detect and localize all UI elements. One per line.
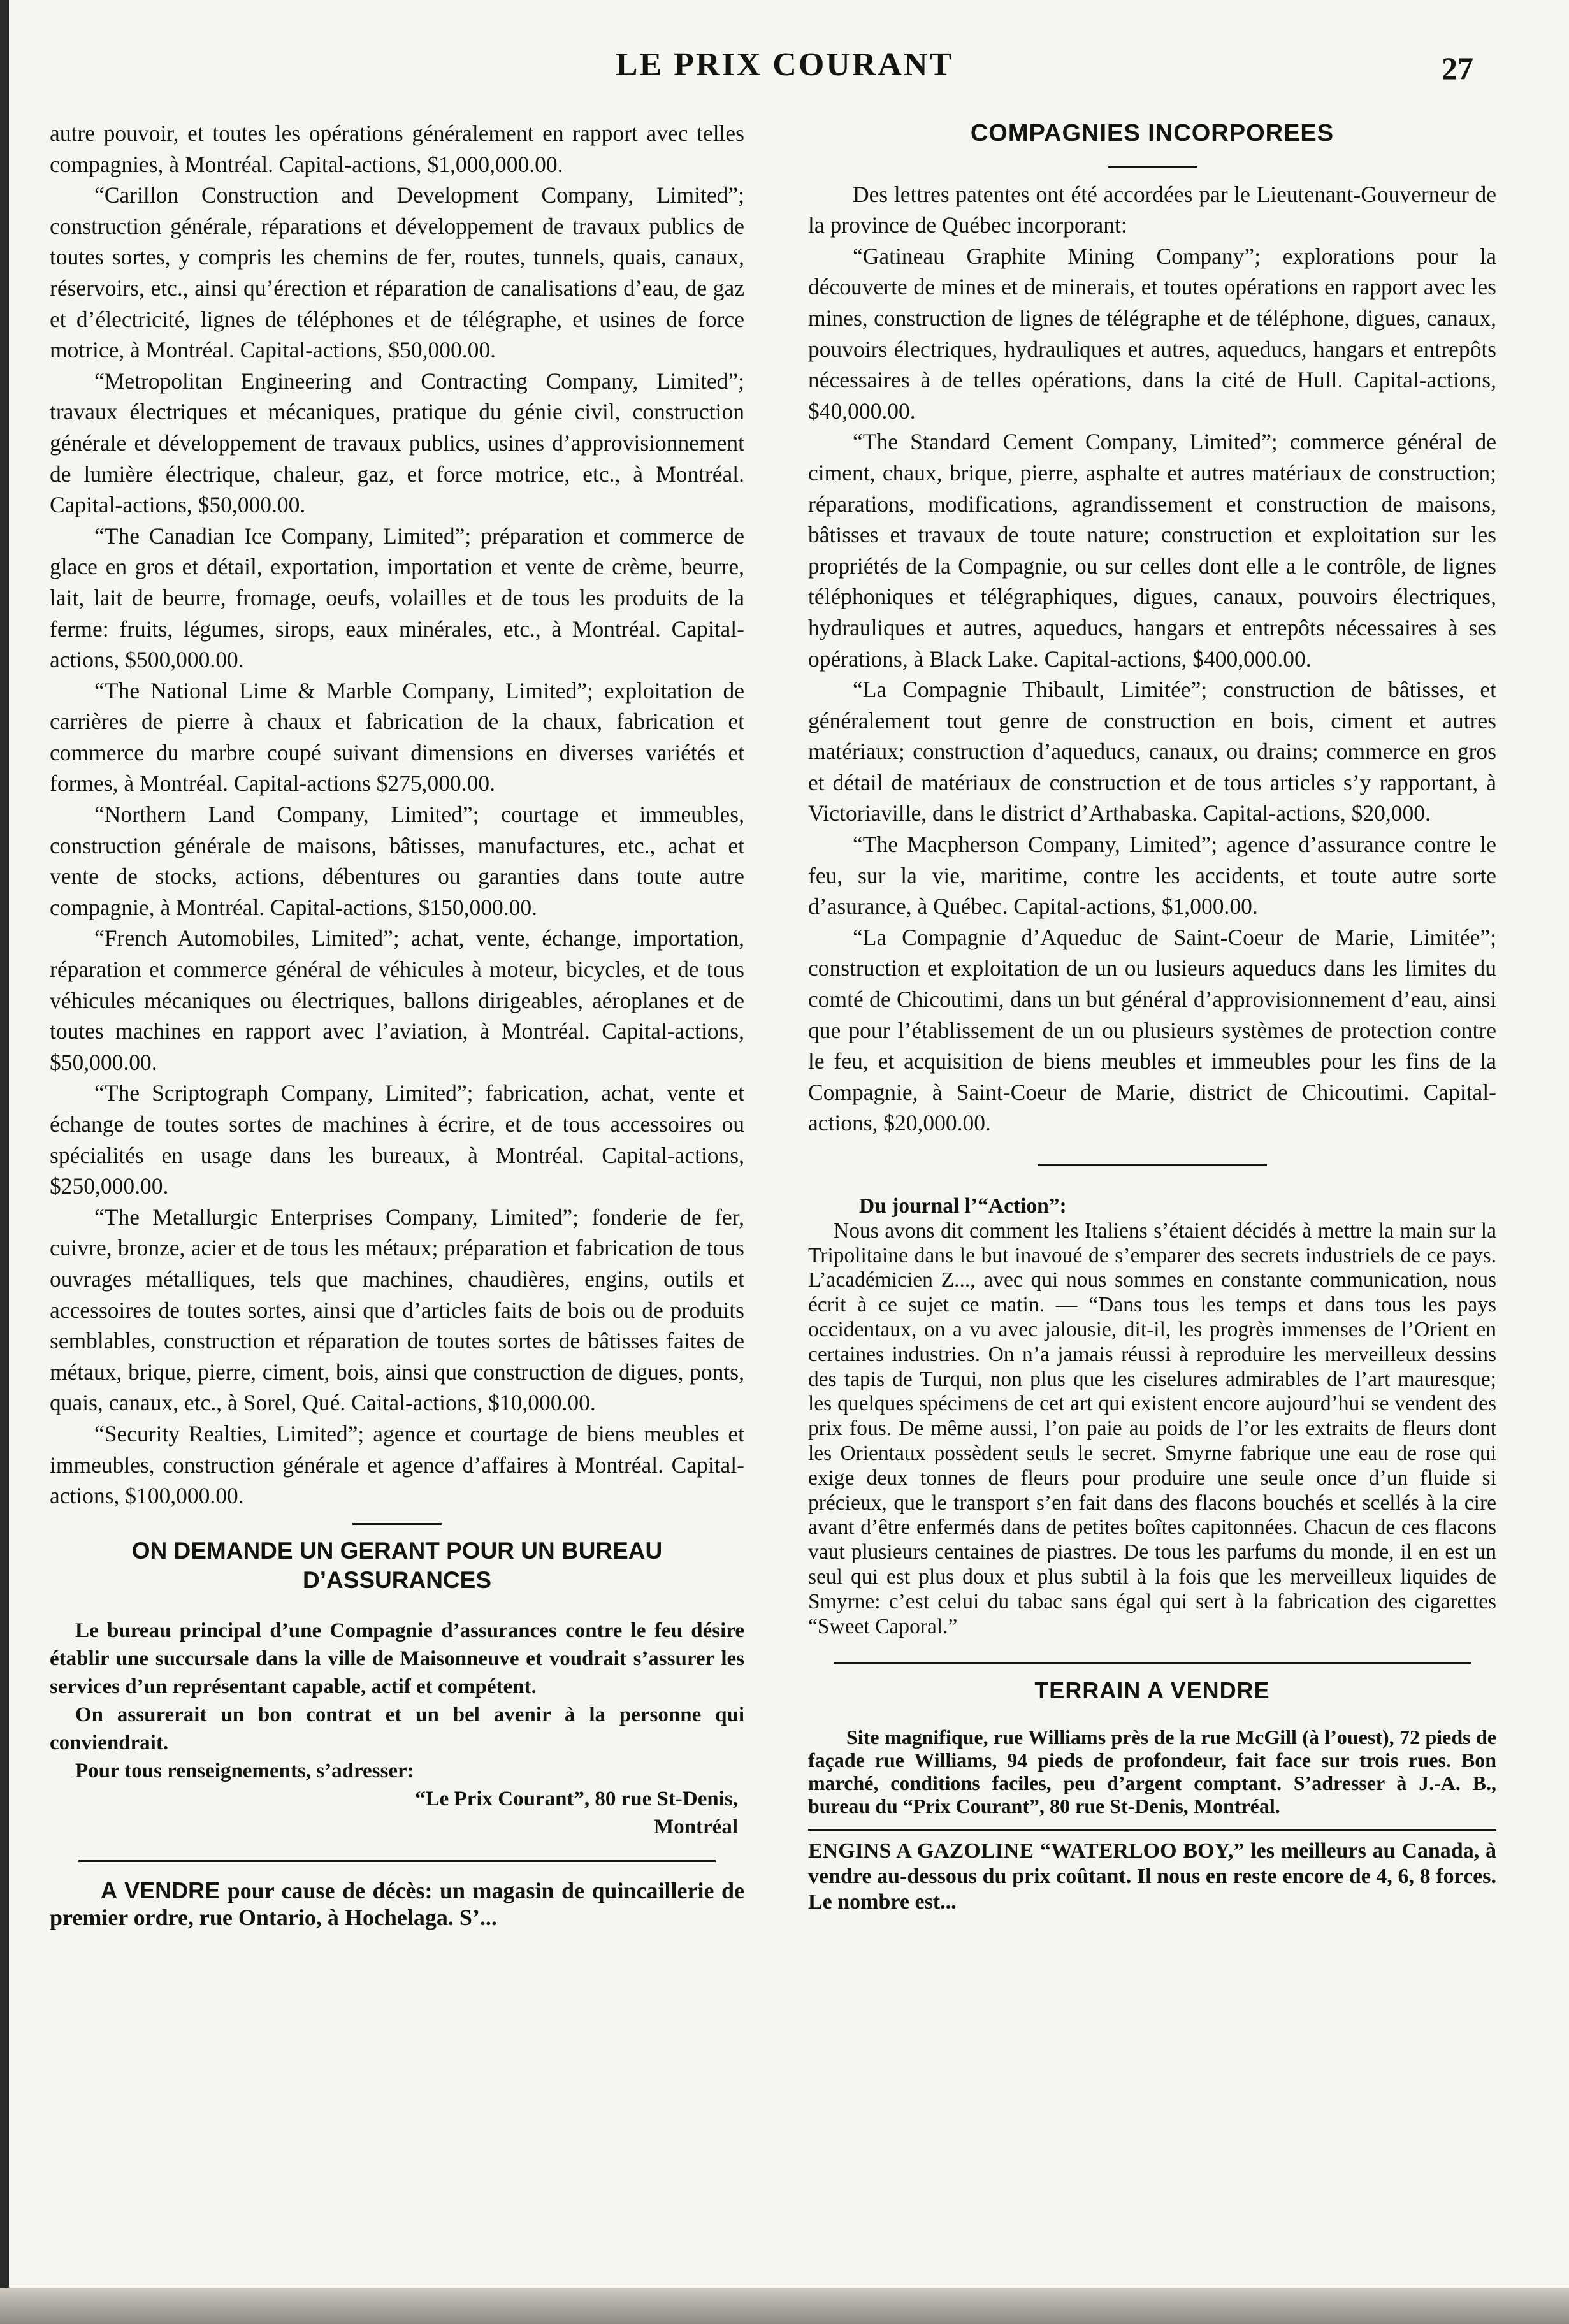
terrain-heading: TERRAIN A VENDRE [1034, 1677, 1270, 1704]
ad-paragraph: Le bureau principal d’une Compagnie d’assurances contre le feu désire établir une succursale dans la ville de Maisonneuve et voudrait s’assurer les services d’un représentant capable, actif et compétent. [50, 1619, 744, 1698]
paragraph: “La Compagnie d’Aqueduc de Saint-Coeur de Marie, Limitée”; construction et exploitation de un ou lusieurs aqueducs dans les limites du comté de Chicoutimi, dans un but général d’approvisionnement d’eau, ainsi que pour l’établissement de un ou plusieurs systèmes de protection contre le feu, et acquisition de biens meubles et immeubles pour les fins de la Compagnie, à Saint-Coeur de Marie, district de Chicoutimi. Capital-actions, $20,000.00. [808, 924, 1496, 1136]
paragraph: “French Automobiles, Limited”; achat, vente, échange, importation, réparation et commerce général de véhicules à moteur, bicycles, et de tous véhicules mécaniques ou électriques, ballons dirigeables, aéroplanes et de toutes machines en rapport avec l’aviation, à Montréal. Capital-actions, $50,000.00. [50, 925, 744, 1075]
page-number: 27 [1442, 50, 1473, 86]
journal-body: Nous avons dit comment les Italiens s’étaient décidés à mettre la main sur la Tripolitaine dans le but inavoué de s’emparer des secrets industriels de ce pays. L’académicien Z..., avec qui nous sommes en constante communication, nous écrit à ce sujet ce matin. — “Dans tous les temps et dans tous les pays occidentaux, on a vu avec jalousie, dit-il, les progrès immenses de l’Orient en certaines industries. On n’a jamais réussi à reproduire les merveilleux dessins des tapis de Turqui, non plus que les ciselures admirables de l’art mauresque; les quelques spécimens de cet art qui existent encore aujourd’hui se vendent des prix fous. De même aussi, l’on paie au poids de l’or les extraits de fleurs dont les Orientaux possèdent seuls le secret. Smyrne fabrique une eau de rose qui exige deux tonnes de fleurs pour produire une seule once d’un fluide si précieux, que le transport s’en fait dans des flacons bouchés et scellés à la cire avant d’être enfermés dans de petites boîtes capitonnées. Chacun de ces flacons vaut plusieurs centaines de piastres. De tous les parfums du monde, il en est un seul qui est plus doux et plus subtil à la fois que les merveilleux liquides de Smyrne: c’est celui du tabac sans égal qui sert à la fabrication des cigarettes “Sweet Caporal.” [808, 1218, 1496, 1638]
paragraph: “Gatineau Graphite Mining Company”; explorations pour la découverte de mines et de minerais, et toutes opérations en rapport avec les mines, construction de lignes de télégraphe et de téléphone, digues, canaux, pouvoirs électriques, hydrauliques et autres, aqueducs, hangars et entrepôts nécessaires à de telles opérations, dans la cité de Hull. Capital-actions, $40,000.00. [808, 243, 1496, 424]
divider [1108, 166, 1197, 168]
paragraph: “The Metallurgic Enterprises Company, Limited”; fonderie de fer, cuivre, bronze, acier et de tous les métaux; préparation et fabrication de tous ouvrages métalliques, tels que machines, chaudières, engins, outils et accessoires de toutes sortes, ainsi que d’articles faits de bois ou de produits semblables, construction et réparation de toutes sortes de bâtisses faites de métaux, brique, pierre, ciment, bois, ainsi que construction de digues, ponts, quais, canaux, etc., à Sorel, Qué. Caital-actions, $10,000.00. [50, 1204, 744, 1416]
terrain-text: Site magnifique, rue Williams près de la rue McGill (à l’ouest), 72 pieds de façade rue Williams, 94 pieds de profondeur, fait face sur trois rues. Bon marché, conditions faciles, peu d’argent comptant. S’adresser à J.-A. B., bureau du “Prix Courant”, 80 rue St-Denis, Montréal. [808, 1725, 1496, 1817]
ad-address-city: Montréal [654, 1815, 738, 1838]
divider [1038, 1164, 1267, 1166]
paragraph: “The Canadian Ice Company, Limited”; préparation et commerce de glace en gros et détail, exportation, importation et vente de crème, beurre, lait, lait de beurre, fromage, oeufs, volailles et de tous les produits de la ferme: fruits, légumes, sirops, eaux minérales, etc., à Montréal. Capital-actions, $500,000.00. [50, 523, 744, 673]
page-header [0, 46, 1569, 103]
paragraph: “The National Lime & Marble Company, Limited”; exploitation de carrières de pierre à chaux et fabrication de la chaux, fabrication et commerce du marbre coupé suivant dimensions en diverses variétés et formes, à Montréal. Capital-actions $275,000.00. [50, 677, 744, 797]
a-vendre-text: pour cause de décès: un magasin de quincaillerie de premier ordre, rue Ontario, à Hochelaga. S’... [50, 1877, 744, 1930]
ad-body [50, 1617, 744, 1785]
ad-address-line: “Le Prix Courant”, 80 rue St-Denis, [415, 1787, 738, 1810]
paragraph: “The Scriptograph Company, Limited”; fabrication, achat, vente et échange de toutes sortes de machines à écrire, et de tous accessoires ou spécialités en usage dans les bureaux, à Montréal. Capital-actions, $250,000.00. [50, 1080, 744, 1199]
journal-heading: Du journal l’“Action”: [859, 1194, 1067, 1218]
paragraph: “Security Realties, Limited”; agence et courtage de biens meubles et immeubles, construction générale et agence d’affaires à Montréal. Capital-actions, $100,000.00. [50, 1420, 744, 1509]
paragraph: “Northern Land Company, Limited”; courtage et immeubles, construction générale de maisons, bâtisses, manufactures, etc., achat et vente de stocks, actions, débentures ou garanties dans toute autre compagnie, à Montréal. Capital-actions, $150,000.00. [50, 802, 744, 920]
divider [834, 1662, 1471, 1664]
right-column [808, 118, 1496, 1915]
paragraph: “The Standard Cement Company, Limited”; commerce général de ciment, chaux, brique, pierre, asphalte et autres matériaux de construction; réparations, modifications, agrandissement et construction de maisons, bâtisses et travaux de toute nature; construction et exploitation sur les propriétés de la Compagnie, ou sur celles dont elle a le contrôle, de lignes téléphoniques et télégraphiques, digues, canaux, pouvoirs électriques, hydrauliques et autres, aqueducs, hangars et entrepôts nécessaires à ses opérations, à Black Lake. Capital-actions, $400,000.00. [808, 429, 1496, 672]
scan-edge [0, 0, 9, 2324]
a-vendre-lead: A VENDRE [101, 1877, 221, 1903]
ad-paragraph: Pour tous renseignements, s’adresser: [75, 1759, 414, 1782]
journal-excerpt [808, 1194, 1496, 1639]
scan-bottom-strip [0, 2288, 1569, 2324]
ad-paragraph: On assurerait un bon contrat et un bel avenir à la personne qui conviendrait. [50, 1703, 744, 1754]
paragraph: “The Macpherson Company, Limited”; agence d’assurance contre le feu, sur la vie, maritime, contre les accidents, et toute autre sorte d’asurance, à Québec. Capital-actions, $1,000.00. [808, 832, 1496, 920]
left-column [50, 118, 744, 1931]
ad-heading: ON DEMANDE UN GERANT POUR UN BUREAU D’ASSURANCES [131, 1537, 663, 1593]
section-title: COMPAGNIES INCORPOREES [970, 120, 1334, 147]
engins-ad [808, 1829, 1496, 1915]
running-title: LE PRIX COURANT [615, 47, 954, 83]
paragraph: Des lettres patentes ont été accordées par le Lieutenant-Gouverneur de la province de Québec incorporant: [808, 181, 1496, 238]
paragraph: “Metropolitan Engineering and Contracting Company, Limited”; travaux électriques et mécaniques, pratique du génie civil, construction générale et développement de travaux publics, usines d’approvisionnement de lumière électrique, chaleur, gaz, et force motrice, etc., à Montréal. Capital-actions, $50,000.00. [50, 368, 744, 518]
paragraph: “La Compagnie Thibault, Limitée”; construction de bâtisses, et généralement tout genre de construction en bois, ciment et autres matériaux; construction d’aqueducs, canaux, ou drains; commerce en gros et détail de matériaux de construction et de tous articles s’y rapportant, à Victoriaville, dans le district d’Arthabaska. Capital-actions, $20,000. [808, 677, 1496, 826]
divider [78, 1860, 716, 1862]
terrain-body [808, 1726, 1496, 1817]
a-vendre-notice [50, 1877, 744, 1931]
paragraph: “Carillon Construction and Development Company, Limited”; construction générale, réparations et développement de travaux publics de toutes sortes, y compris les chemins de fer, routes, tunnels, quais, canaux, réservoirs, etc., ainsi qu’érection et réparation de canalisations d’eau, de gaz et d’électricité, lignes de téléphones et de télégraphe, et usines de force motrice, à Montréal. Capital-actions, $50,000.00. [50, 182, 744, 363]
divider [352, 1523, 442, 1525]
engins-text: ENGINS A GAZOLINE “WATERLOO BOY,” les meilleurs au Canada, à vendre au-dessous du prix coûtant. Il nous en reste encore de 4, 6, 8 forces. Le nombre est... [808, 1838, 1496, 1914]
paragraph: autre pouvoir, et toutes les opérations généralement en rapport avec telles compagnies, à Montréal. Capital-actions, $1,000,000.00. [50, 120, 744, 177]
